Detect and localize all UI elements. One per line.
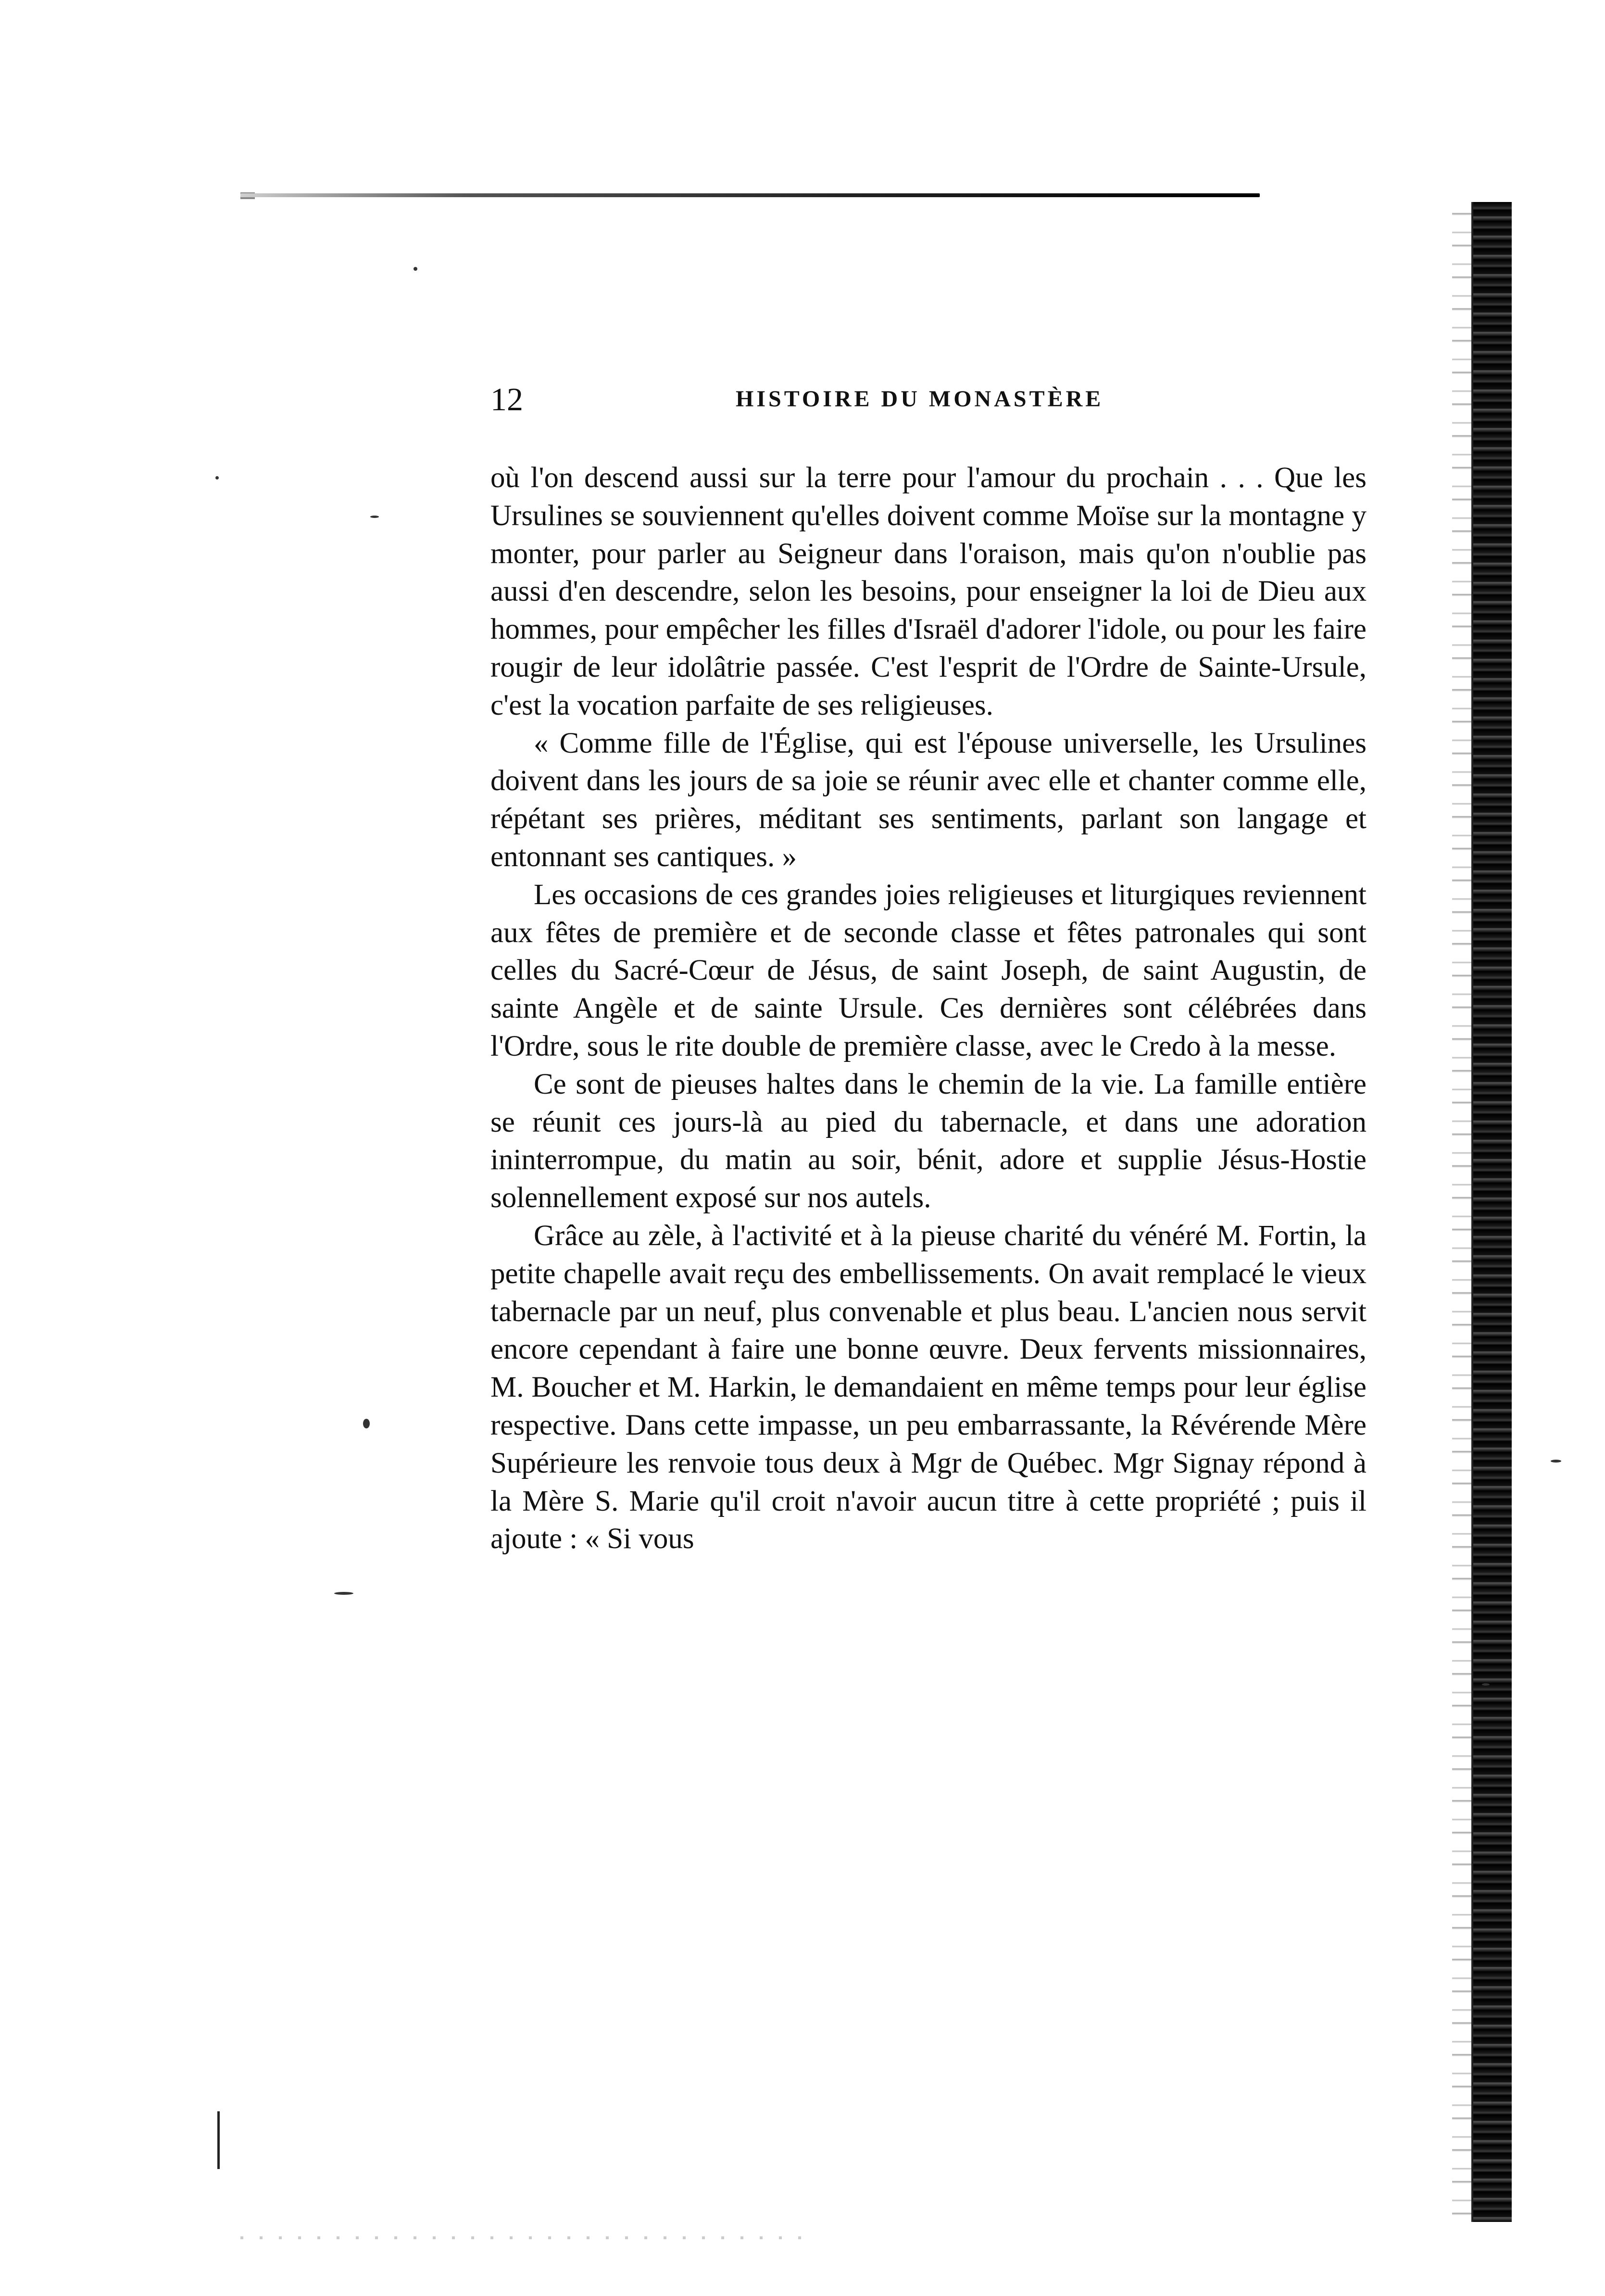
scan-speck xyxy=(215,476,219,479)
scan-speck xyxy=(1551,1460,1561,1463)
scan-speck xyxy=(334,1592,353,1595)
scan-speck xyxy=(363,1419,370,1428)
paragraph: Les occasions de ces grandes joies religieuses et liturgiques reviennent aux fêtes de première et de seconde classe et fêtes patronales qui sont celles du Sacré-Cœur de Jésus, de saint Joseph, de saint Augustin, de sainte Angèle et de sainte Ursule. Ces dernières sont célébrées dans l'Ordre, sous le rite double de première classe, avec le Credo à la messe. xyxy=(490,878,1367,1062)
running-title: HISTOIRE DU MONASTÈRE xyxy=(736,386,1104,412)
paragraph: Grâce au zèle, à l'activité et à la pieuse charité du vénéré M. Fortin, la petite chapelle avait reçu des embellissements. On avait remplacé le vieux tabernacle par un neuf, plus convenable et plus beau. L'ancien nous servit encore cependant à faire une bonne œuvre. Deux fervents missionnaires, M. Boucher et M. Harkin, le demandaient en même temps pour leur église respective. Dans cette impasse, un peu embarrassante, la Révérende Mère Supérieure les renvoie tous deux à Mgr de Québec. Mgr Signay répond à la Mère S. Marie qu'il croit n'avoir aucun titre à cette propriété ; puis il ajoute : « Si vous xyxy=(490,1219,1367,1555)
paragraph: où l'on descend aussi sur la terre pour l'amour du prochain . . . Que les Ursulines se souviennent qu'elles doivent comme Moïse sur la montagne y monter, pour parler au Seigneur dans l'oraison, mais qu'on n'oublie pas aussi d'en descendre, selon les besoins, pour enseigner la loi de Dieu aux hommes, pour empêcher les filles d'Israël d'adorer l'idole, ou pour les faire rougir de leur idolâtrie passée. C'est l'esprit de l'Ordre de Sainte-Ursule, c'est la vocation parfaite de ses religieuses. xyxy=(490,462,1367,721)
paragraph: Ce sont de pieuses haltes dans le chemin de la vie. La famille entière se réunit ces jours-là au pied du tabernacle, et dans une adoration ininterrompue, du matin au soir, bénit, adore et supplie Jésus-Hostie solennellement exposé sur nos autels. xyxy=(490,1068,1367,1214)
scanned-page-edge xyxy=(1471,202,1512,2222)
page-header xyxy=(490,380,1366,418)
scan-bottom-dots xyxy=(240,2236,817,2239)
scan-speck xyxy=(414,267,417,271)
scan-edge-feather xyxy=(1452,202,1473,2222)
scan-speck xyxy=(1482,1683,1490,1686)
scan-margin-mark xyxy=(217,2111,220,2169)
scan-speck xyxy=(370,516,379,518)
page-number: 12 xyxy=(490,381,523,417)
body-text xyxy=(490,459,1367,1558)
paragraph: « Comme fille de l'Église, qui est l'épouse universelle, les Ursulines doivent dans les jours de sa joie se réunir avec elle et chanter comme elle, répétant ses prières, méditant ses sentiments, parlant son langage et entonnant ses cantiques. » xyxy=(490,727,1367,873)
top-rule xyxy=(240,193,1260,197)
